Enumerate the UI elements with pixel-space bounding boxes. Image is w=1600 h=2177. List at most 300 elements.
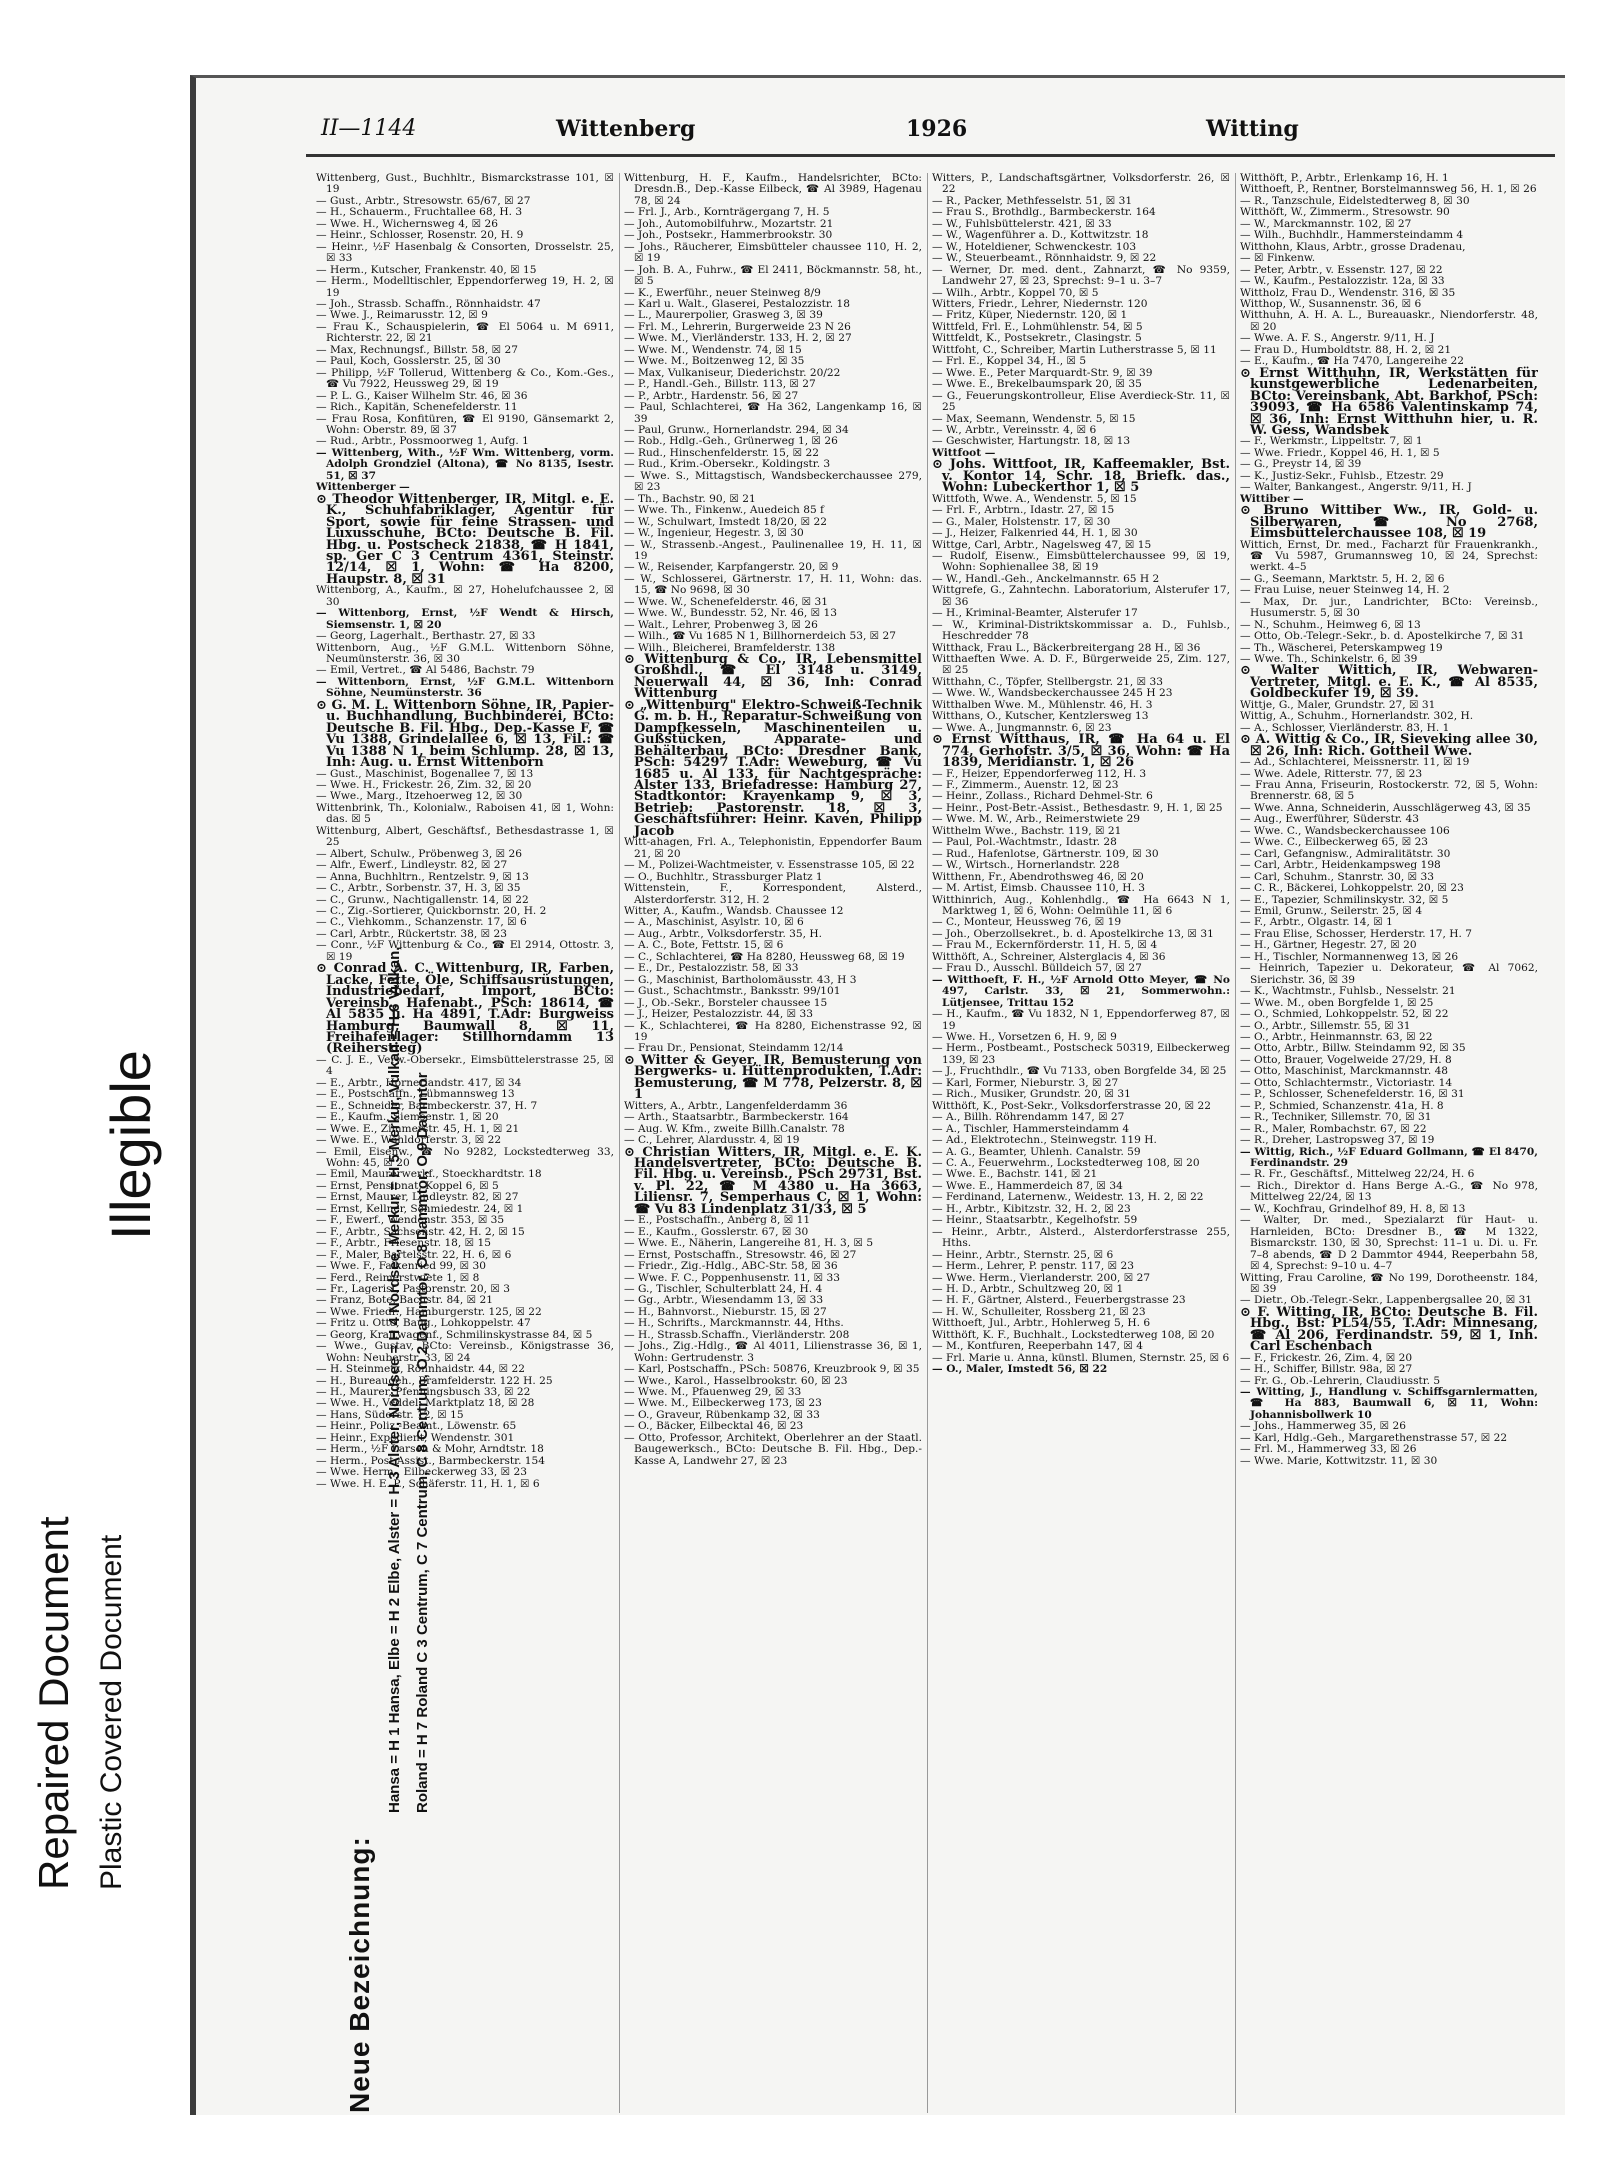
directory-entry: — F., Ewerf., Wendenstr. 353, ☒ 35 bbox=[316, 1214, 505, 1227]
directory-entry: ⊙ Walter Wittich, IR, Webwaren-Vertreter, Mitgl. e. E. K., ☎ Al 8535, Goldbeckufer 19, ☒ 39. bbox=[1240, 663, 1538, 702]
directory-entry: — Wwe. Th., Finkenw., Auedeich 85 f bbox=[624, 504, 824, 517]
directory-entry: — E., Schneider, Barmbeckerstr. 37, H. 7 bbox=[316, 1099, 538, 1112]
directory-entry: — M. Artist, Eimsb. Chaussee 110, H. 3 bbox=[932, 882, 1145, 895]
directory-entry: — Wwe. W., Bundesstr. 52, Nr. 46, ☒ 13 bbox=[624, 607, 837, 620]
directory-entry: — Emil, Grunw., Seilerstr. 25, ☒ 4 bbox=[1240, 905, 1423, 917]
directory-entry: — Heinrich, Tapezier u. Dekorateur, ☎ Al 7062, Sierichstr. 36, ☒ 39 bbox=[1240, 962, 1538, 986]
directory-entry: — W., Kochfrau, Grindelhof 89, H. 8, ☒ 13 bbox=[1240, 1202, 1466, 1215]
directory-entry: Witthinrich, Aug., Kohlenhdlg., ☎ Ha 6643 N 1, Marktweg 1, ☒ 6, Wohn: Oelmühle 11, ☒ 6 bbox=[932, 893, 1230, 917]
directory-entry: — P., Handl.-Geh., Billstr. 113, ☒ 27 bbox=[624, 378, 816, 391]
directory-entry: Witthop, W., Susannenstr. 36, ☒ 6 bbox=[1240, 297, 1422, 310]
directory-entry: — A., Schlosser, Vierländerstr. 83, H. 1 bbox=[1240, 721, 1450, 734]
directory-entry: — Rud., Arbtr., Possmoorweg 1, Aufg. 1 bbox=[316, 435, 529, 448]
directory-entry: — Joh., Strassb. Schaffn., Rönnhaidstr. 47 bbox=[316, 297, 541, 310]
directory-entry: — Rich., Direktor d. Hans Berge A.-G., ☎ No 978, Mittelweg 22/24, ☒ 13 bbox=[1240, 1179, 1538, 1204]
directory-entry: ⊙ Wittenburg & Co., IR, Lebensmittel Großhdl., ☎ El 3148 u. 3149, Neuerwall 44, ☒ 36, Inh: Conrad Wittenburg bbox=[624, 652, 922, 702]
directory-entry: — P., Arbtr., Hardenstr. 56, ☒ 27 bbox=[624, 389, 799, 402]
header-year: 1926 bbox=[906, 116, 968, 142]
directory-entry: — H., Tischler, Normannenweg 13, ☒ 26 bbox=[1240, 950, 1459, 963]
directory-entry: — R., Maler, Rombachstr. 67, ☒ 22 bbox=[1240, 1122, 1427, 1135]
header-last-name: Witting bbox=[1206, 116, 1299, 142]
directory-entry: — Wwe. E., Wohldorferstr. 3, ☒ 22 bbox=[316, 1134, 502, 1147]
directory-entry: — Frl. E., Koppel 34, H., ☒ 5 bbox=[932, 355, 1087, 368]
directory-entry: — W., Wirtsch., Hornerlandstr. 228 bbox=[932, 859, 1120, 872]
directory-entry: — Alfr., Ewerf., Lindleystr. 82, ☒ 27 bbox=[316, 859, 508, 872]
directory-entry: — G., Seemann, Marktstr. 5, H. 2, ☒ 6 bbox=[1240, 572, 1445, 585]
directory-entry: — Frau K., Schauspielerin, ☎ El 5064 u. M 6911, Richterstr. 22, ☒ 21 bbox=[316, 320, 614, 345]
directory-entry: — Wwe. M., Vierländerstr. 133, H. 2, ☒ 27 bbox=[624, 332, 852, 345]
directory-entry: — Wwe. Adele, Ritterstr. 77, ☒ 23 bbox=[1240, 767, 1423, 780]
directory-entry: — Joh., Automobilfuhrw., Mozartstr. 21 bbox=[624, 217, 834, 230]
directory-entry: — Wittenberg, With., ½F Wm. Wittenberg, vorm. Adolph Grondziel (Altona), ☎ No 8135, Isestr. 51, ☒ 37 bbox=[316, 446, 614, 482]
directory-entry: — C. A., Feuerwehrm., Lockstedterweg 108, ☒ 20 bbox=[932, 1156, 1200, 1169]
directory-entry: — Wwe. E., Zimmerstr. 45, H. 1, ☒ 21 bbox=[316, 1122, 520, 1135]
directory-entry: — W., Schulwart, Imstedt 18/20, ☒ 22 bbox=[624, 515, 827, 528]
directory-entry: — Gust., Schachtmstr., Banksstr. 99/101 bbox=[624, 985, 841, 998]
directory-entry: Witthöft, W., Zimmerm., Stresowstr. 90 bbox=[1240, 206, 1450, 219]
directory-entry: — Herm., Post Assist., Barmbeckerstr. 154 bbox=[316, 1454, 546, 1467]
directory-entry: — Karl u. Walt., Glaserei, Pestalozzistr. 18 bbox=[624, 297, 850, 310]
directory-entry: — W., Steuerbeamt., Rönnhaidstr. 9, ☒ 22 bbox=[932, 252, 1157, 265]
directory-entry: — Herm., Lehrer, P. penstr. 117, ☒ 23 bbox=[932, 1260, 1134, 1273]
directory-entry: — R., Tanzschule, Eidelstedterweg 8, ☒ 30 bbox=[1240, 194, 1470, 207]
listing-columns bbox=[316, 173, 1566, 2113]
directory-entry: — A., Billh. Röhrendamm 147, ☒ 27 bbox=[932, 1111, 1125, 1124]
directory-entry: — J., Ob.-Sekr., Borsteler chaussee 15 bbox=[624, 996, 828, 1009]
directory-entry: — K., Schlachterei, ☎ Ha 8280, Eichenstrasse 92, ☒ 19 bbox=[624, 1019, 922, 1043]
directory-entry: Witthuhn, A. H. A. L., Bureauaskr., Niendorferstr. 48, ☒ 20 bbox=[1240, 309, 1538, 333]
directory-entry: — Rich., Musiker, Grundstr. 20, ☒ 31 bbox=[932, 1088, 1131, 1101]
directory-entry: — Frl. Marie u. Anna, künstl. Blumen, Sternstr. 25, ☒ 6 bbox=[932, 1351, 1230, 1364]
directory-entry: — P. L. G., Kaiser Wilhelm Str. 46, ☒ 36 bbox=[316, 389, 528, 402]
directory-entry: — Ernst, Pensionat, Koppel 6, ☒ 5 bbox=[316, 1179, 499, 1192]
directory-entry: Witting, Frau Caroline, ☎ No 199, Dorotheenstr. 184, ☒ 39 bbox=[1240, 1271, 1538, 1295]
directory-entry: ⊙ Witter & Geyer, IR, Bemusterung von Bergwerks- u. Hüttenprodukten, T.Adr: Bemusterung, ☎ M 778, Pelzerstr. 8, ☒ 1 bbox=[624, 1052, 922, 1103]
directory-entry: ⊙ Johs. Wittfoot, IR, Kaffeemakler, Bst. v. Kontor 14, Schr. 18, Briefk. das., Wohn: Lubeckerthor 1, ☒ 5 bbox=[932, 457, 1230, 496]
stamp-repaired-document: Repaired Document bbox=[30, 1516, 77, 1890]
directory-entry: — Witthoeft, F. H., ½F Arnold Otto Meyer, ☎ No 497, Carlstr. 33, ☒ 21, Sommerwohn.: Lütjensee, Trittau 152 bbox=[932, 973, 1230, 1009]
directory-entry: Wittenburg, H. F., Kaufm., Handelsrichter, BCto: Dresdn.B., Dep.-Kasse Eilbeck, ☎ Al 3989, Hagenau 78, ☒ 24 bbox=[624, 173, 922, 207]
directory-entry: — Wwe. W., Wandsbeckerchaussee 245 H 23 bbox=[932, 687, 1173, 700]
directory-entry: — Wwe. E., Näherin, Langereihe 81, H. 3, ☒ 5 bbox=[624, 1237, 874, 1250]
directory-entry: — Heinr., Staatsarbtr., Kegelhofstr. 59 bbox=[932, 1214, 1138, 1227]
directory-entry: — L., Maurerpolier, Grasweg 3, ☒ 39 bbox=[624, 309, 823, 322]
directory-entry: — Frl. M., Hammerweg 33, ☒ 26 bbox=[1240, 1443, 1417, 1456]
directory-entry: — Karl, Postschaffn., PSch: 50876, Kreuzbrook 9, ☒ 35 bbox=[624, 1363, 920, 1376]
directory-entry: Witt-ahagen, Frl. A., Telephonistin, Eppendorfer Baum 21, ☒ 20 bbox=[624, 836, 922, 860]
directory-entry: — Heinr., Schlosser, Rosenstr. 20, H. 9 bbox=[316, 229, 524, 242]
directory-entry: — Wwe. A. F. S., Angerstr. 9/11, H. J bbox=[1240, 332, 1435, 345]
directory-entry: — Th., Wäscherei, Peterskampweg 19 bbox=[1240, 641, 1443, 654]
directory-entry: Witthaeften Wwe. A. D. F., Bürgerweide 25, Zim. 127, ☒ 25 bbox=[932, 653, 1230, 677]
directory-entry: — Emil, Vertret., ☎ Al 5486, Bachstr. 79 bbox=[316, 664, 535, 677]
directory-entry: — W., Marckmannstr. 102, ☒ 27 bbox=[1240, 217, 1412, 230]
directory-entry: — Wwe. F., Falkenried 99, ☒ 30 bbox=[316, 1260, 487, 1273]
directory-entry: — Fritz u. Otto, Baug., Lohkoppelstr. 47 bbox=[316, 1317, 531, 1330]
directory-entry: — R. Fr., Geschäftsf., Mittelweg 22/24, H. 6 bbox=[1240, 1168, 1475, 1181]
directory-entry: ⊙ Theodor Wittenberger, IR, Mitgl. e. E. K., Schuhfabriklager, Agentur für Sport, sowie für feine Strassen- und Luxusschuhe, BCto: Deutsche B. Fil. Hbg. u. Postscheck 21838, ☎ H 1841, sp. Ger C 3 Centrum 4361, Steinstr. 12/14, ☒ 1, Wohn: ☎ Ha 8200, Haupstr. 8, ☒ 31 bbox=[316, 491, 614, 587]
directory-entry: — H., Arbtr., Kibitzstr. 32, H. 2, ☒ 23 bbox=[932, 1202, 1131, 1215]
directory-entry: — Wwe., Gustav, BCto: Vereinsb., Königstrasse 36, Wohn: Neuberstr. 33, ☒ 24 bbox=[316, 1340, 614, 1364]
directory-entry: — W., Schlosserei, Gärtnerstr. 17, H. 11, Wohn: das. 15, ☎ No 9698, ☒ 30 bbox=[624, 572, 922, 597]
directory-entry: — M., Polizei-Wachtmeister, v. Essenstrasse 105, ☒ 22 bbox=[624, 859, 915, 872]
directory-entry: — Witting, J., Handlung v. Schiffsgarnlermatten, ☎ Ha 883, Baumwall 6, ☒ 11, Wohn: Johannisbollwerk 10 bbox=[1240, 1386, 1538, 1421]
directory-entry: — Fr. G., Ob.-Lehrerin, Claudiusstr. 5 bbox=[1240, 1374, 1441, 1387]
directory-entry: — H., Schiffer, Billstr. 98a, ☒ 27 bbox=[1240, 1363, 1413, 1376]
directory-entry: Wittenburg, Albert, Geschäftsf., Bethesdastrasse 1, ☒ 25 bbox=[316, 824, 614, 849]
stamp-illegible: Illegible bbox=[99, 1050, 162, 1240]
directory-entry: — Frau S., Brothdlg., Barmbeckerstr. 164 bbox=[932, 206, 1156, 219]
directory-entry: — C., Lehrer, Alardusstr. 4, ☒ 19 bbox=[624, 1134, 800, 1147]
directory-entry: — F., Arbtr., Sachsenstr. 42, H. 2, ☒ 15 bbox=[316, 1225, 525, 1238]
directory-entry: — Rob., Hdlg.-Geh., Grünerweg 1, ☒ 26 bbox=[624, 435, 838, 448]
legend-row-1: Hansa = H 1 Hansa, Elbe = H 2 Elbe, Alster = H 3 Alster, Nordsee = H 4 Nordsee, Merkur = H 5 Merkur, Vulkan = H 6 Vulkan, bbox=[386, 946, 403, 1813]
directory-entry: ⊙ Ernst Witthuhn, IR, Werkstätten für kunstgewerbliche Ledenarbeiten, BCto: Vereinsbank, Abt. Barkhof, PSch: 39093, ☎ Ha 6586 Valentinskamp 74, ☒ 36, Inh: Ernst Witthuhn hier, u. R. W. Gess, Wandsbek bbox=[1240, 365, 1538, 438]
directory-entry: Witthöft, A., Schreiner, Alsterglacis 4, ☒ 36 bbox=[932, 950, 1166, 963]
directory-entry: Wittholz, Frau D., Wendenstr. 316, ☒ 35 bbox=[1240, 286, 1456, 299]
directory-entry: — Wwe. Friedr., Koppel 46, H. 1, ☒ 5 bbox=[1240, 446, 1440, 459]
directory-entry: — C., Zig.-Sortierer, Quickbornstr. 20, H. 2 bbox=[316, 905, 547, 917]
directory-entry: — Rud., Hafenlotse, Gärtnerstr. 109, ☒ 30 bbox=[932, 847, 1159, 860]
directory-entry: — Friedr., Zig.-Hdlg., ABC-Str. 58, ☒ 36 bbox=[624, 1260, 838, 1273]
directory-entry: — W., Kaufm., Pestalozzistr. 12a, ☒ 33 bbox=[1240, 275, 1445, 288]
directory-entry: — M., Kontfuren, Reeperbahn 147, ☒ 4 bbox=[932, 1340, 1143, 1353]
directory-entry: — Frau Elise, Schosser, Herderstr. 17, H. 7 bbox=[1240, 927, 1472, 940]
directory-entry: — Arth., Staatsarbtr., Barmbeckerstr. 164 bbox=[624, 1111, 849, 1124]
directory-entry: — O., Arbtr., Heinmannstr. 63, ☒ 22 bbox=[1240, 1030, 1433, 1043]
directory-entry: — Frl. F., Arbtrn., Idastr. 27, ☒ 15 bbox=[932, 504, 1115, 517]
directory-entry: — Wilh., Bleicherei, Bramfelderstr. 138 bbox=[624, 641, 836, 654]
directory-entry: — Walter, Bankangest., Angerstr. 9/11, H. J bbox=[1240, 481, 1472, 494]
directory-entry: — Karl, Former, Nieburstr. 3, ☒ 27 bbox=[932, 1076, 1119, 1089]
directory-entry: — G., Maler, Holstenstr. 17, ☒ 30 bbox=[932, 515, 1111, 528]
directory-entry: — G., Feuerungskontrolleur, Elise Averdieck-Str. 11, ☒ 25 bbox=[932, 389, 1230, 414]
directory-entry: Witthahn, C., Töpfer, Stellbergstr. 21, ☒ 33 bbox=[932, 675, 1163, 688]
directory-entry: — Wwe. Marie, Kottwitzstr. 11, ☒ 30 bbox=[1240, 1454, 1438, 1467]
directory-entry: — Aug., Ewerführer, Süderstr. 43 bbox=[1240, 813, 1419, 826]
directory-entry: — C., Grunw., Nachtigallenstr. 14, ☒ 22 bbox=[316, 893, 529, 906]
directory-entry: — Frau Dr., Pensionat, Steindamm 12/14 bbox=[624, 1042, 844, 1055]
directory-entry: Wittfoot — bbox=[932, 446, 996, 459]
directory-entry: — Paul, Grunw., Hornerlandstr. 294, ☒ 34 bbox=[624, 423, 849, 436]
directory-entry: — P., Schmied, Schanzenstr. 41a, H. 8 bbox=[1240, 1099, 1444, 1112]
directory-entry: — F., Frickestr. 26, Zim. 4, ☒ 20 bbox=[1240, 1351, 1413, 1364]
directory-entry: — Otto, Schlachtermstr., Victoriastr. 14 bbox=[1240, 1076, 1453, 1089]
directory-entry: — F., Arbtr., Friesenstr. 18, ☒ 15 bbox=[316, 1237, 492, 1250]
directory-entry: Wittfeldt, K., Postsekretr., Clasingstr. 5 bbox=[932, 332, 1142, 345]
directory-entry: — Wilh., Buchhdlr., Hammersteindamm 4 bbox=[1240, 229, 1464, 242]
directory-entry: — C. J. E., Verw.-Obersekr., Eimsbüttelerstrasse 25, ☒ 4 bbox=[316, 1053, 614, 1078]
directory-entry: — Wwe., Marg., Itzehoerweg 12, ☒ 30 bbox=[316, 790, 523, 803]
directory-entry: — Max, Rechnungsf., Billstr. 58, ☒ 27 bbox=[316, 343, 519, 356]
directory-entry: — W., Fuhlsbüttelerstr. 421, ☒ 33 bbox=[932, 217, 1112, 230]
directory-entry: ⊙ Ernst Witthaus, IR, ☎ Ha 64 u. El 774, Gerhofstr. 3/5, ☒ 36, Wohn: ☎ Ha 1839, Meridianstr. 1, ☒ 26 bbox=[932, 732, 1230, 771]
directory-entry: — C., Monteur, Heussweg 76, ☒ 19 bbox=[932, 916, 1122, 929]
listing-column-4 bbox=[1240, 173, 1538, 2113]
directory-entry: — E., Postschaffn., Anberg 8, ☒ 11 bbox=[624, 1214, 811, 1227]
directory-entry: — O., Buchhltr., Strassburger Platz 1 bbox=[624, 870, 823, 883]
directory-entry: Wittiber — bbox=[1240, 492, 1304, 505]
directory-entry: Witthohn, Klaus, Arbtr., grosse Dradenau, bbox=[1240, 240, 1466, 253]
directory-entry: — E., Postschaffn., Lübmannsweg 13 bbox=[316, 1088, 515, 1101]
directory-entry: Witthans, O., Kutscher, Kentzlersweg 13 bbox=[932, 710, 1149, 723]
directory-entry: Wittje, G., Maler, Grundstr. 27, ☒ 31 bbox=[1240, 698, 1436, 711]
directory-entry: — Wwe., Karol., Hasselbrookstr. 60, ☒ 23 bbox=[624, 1374, 848, 1387]
directory-entry: — Wwe. J., Reimarusstr. 12, ☒ 9 bbox=[316, 309, 488, 322]
directory-entry: — H. D., Arbtr., Schultzweg 20, ☒ 1 bbox=[932, 1282, 1124, 1295]
directory-entry: — Wwe. Th., Schinkelstr. 6, ☒ 39 bbox=[1240, 653, 1418, 666]
directory-entry: Witthack, Frau L., Bäckerbreitergang 28 H., ☒ 36 bbox=[932, 641, 1201, 654]
directory-entry: — Conr., ½F Wittenburg & Co., ☎ El 2914, Ottostr. 3, ☒ 19 bbox=[316, 939, 614, 963]
directory-entry: — C., Arbtr., Sorbenstr. 37, H. 3, ☒ 35 bbox=[316, 882, 521, 895]
directory-entry: Witthöft, K. F., Buchhalt., Lockstedterweg 108, ☒ 20 bbox=[932, 1328, 1215, 1341]
directory-entry: — Max, Dr. jur., Landrichter, BCto: Vereinsb., Husumerstr. 5, ☒ 30 bbox=[1240, 595, 1538, 620]
directory-entry: — Philipp, ½F Tollerud, Wittenberg & Co., Kom.-Ges., ☎ Vu 7922, Heussweg 29, ☒ 19 bbox=[316, 366, 614, 391]
directory-entry: — Wwe. Friedr., Hamburgerstr. 125, ☒ 22 bbox=[316, 1305, 542, 1318]
directory-entry: — P., Schlosser, Schenefelderstr. 16, ☒ 31 bbox=[1240, 1088, 1465, 1101]
directory-entry: — H., Bureaugeh., Bramfelderstr. 122 H. 25 bbox=[316, 1374, 553, 1387]
directory-entry: — C., Schlachterei, ☎ Ha 8280, Heussweg 68, ☒ 19 bbox=[624, 950, 905, 963]
directory-entry: — Otto, Professor, Architekt, Oberlehrer an der Staatl. Baugewerksch., BCto: Deutsche B. Fil. Hbg., Dep.-Kasse A, Landwehr 27, ☒ 23 bbox=[624, 1431, 922, 1467]
directory-entry: — E., Kaufm., Siemsenstr. 1, ☒ 20 bbox=[316, 1111, 499, 1124]
directory-entry: — K., Wachtmstr., Fuhlsb., Nesselstr. 21 bbox=[1240, 985, 1456, 998]
directory-entry: Witthoeft, Jul., Arbtr., Hohlerweg 5, H. 6 bbox=[932, 1317, 1151, 1330]
directory-entry: — Otto, Brauer, Vogelweide 27/29, H. 8 bbox=[1240, 1053, 1452, 1066]
directory-entry: Witters, A., Arbtr., Langenfelderdamm 36 bbox=[624, 1099, 848, 1112]
directory-entry: — Geschwister, Hartungstr. 18, ☒ 13 bbox=[932, 435, 1131, 448]
directory-entry: — Heinr., Expedient, Wendenstr. 301 bbox=[316, 1431, 515, 1444]
directory-page bbox=[190, 75, 1565, 2115]
directory-entry: — Max, Vulkaniseur, Diederichstr. 20/22 bbox=[624, 366, 841, 379]
directory-entry: Wittenberger — bbox=[316, 481, 410, 494]
directory-entry: — Joh., Oberzollsekret., b. d. Apostelkirche 13, ☒ 31 bbox=[932, 927, 1214, 940]
directory-entry: — W., Wagenführer a. D., Kottwitzstr. 18 bbox=[932, 229, 1149, 242]
page-number: II—1144 bbox=[321, 116, 417, 141]
directory-entry: — Rich., Kapitän, Schenefelderstr. 11 bbox=[316, 401, 518, 414]
directory-entry: — Herm., ½F Larsen & Mohr, Arndtstr. 18 bbox=[316, 1443, 544, 1456]
directory-entry: — Wwe. Herm., Eilbeckerweg 33, ☒ 23 bbox=[316, 1466, 527, 1479]
directory-entry: — Rudolf, Eisenw., Eimsbüttelerchaussee 99, ☒ 19, Wohn: Sophienallee 38, ☒ 19 bbox=[932, 549, 1230, 574]
directory-entry: — Wwe. M., Wendenstr. 74, ☒ 15 bbox=[624, 343, 802, 356]
directory-entry: — W., Ingenieur, Hegestr. 3, ☒ 30 bbox=[624, 527, 804, 540]
directory-entry: — E., Kaufm., Gosslerstr. 67, ☒ 30 bbox=[624, 1225, 809, 1238]
directory-entry: Witters, P., Landschaftsgärtner, Volksdorferstr. 26, ☒ 22 bbox=[932, 173, 1230, 196]
directory-entry: — Paul, Schlachterei, ☎ Ha 362, Langenkamp 16, ☒ 39 bbox=[624, 401, 922, 425]
directory-entry: — Wwe. Herm., Vierlanderstr. 200, ☒ 27 bbox=[932, 1271, 1151, 1284]
directory-entry: — Wwe. H., Wichernsweg 4, ☒ 26 bbox=[316, 217, 499, 230]
directory-entry: — F., Zimmerm., Auenstr. 12, ☒ 23 bbox=[932, 779, 1119, 792]
directory-entry: — C., Viehkomm., Schanzenstr. 17, ☒ 6 bbox=[316, 916, 527, 929]
directory-entry: ⊙ A. Wittig & Co., IR, Sieveking allee 30, ☒ 26, Inh: Rich. Gottheil Wwe. bbox=[1240, 732, 1538, 759]
listing-column-3 bbox=[932, 173, 1230, 2113]
directory-entry: — Frau Anna, Friseurin, Rostockerstr. 72, ☒ 5, Wohn: Brennerstr. 68, ☒ 5 bbox=[1240, 779, 1538, 803]
directory-entry: — N., Schuhm., Heimweg 6, ☒ 13 bbox=[1240, 618, 1421, 631]
directory-entry: — Heinr., Arbtr., Alsterd., Alsterdorferstrasse 255, Hths. bbox=[932, 1225, 1230, 1250]
directory-entry: — Frau Luise, neuer Steinweg 14, H. 2 bbox=[1240, 584, 1450, 597]
directory-entry: — Ferd., Reimerstwiete 1, ☒ 8 bbox=[316, 1271, 480, 1284]
directory-entry: — Otto, Maschinist, Marckmannstr. 48 bbox=[1240, 1065, 1449, 1078]
directory-entry: — Heinr., Post-Betr.-Assist., Bethesdastr. 9, H. 1, ☒ 25 bbox=[932, 801, 1223, 814]
directory-entry: ⊙ G. M. L. Wittenborn Söhne, IR, Papier- u. Buchhandlung, Buchbinderei, BCto: Deutsche B. Fil. Hbg., Dep.-Kasse F, ☎ Vu 1388, Grindelallee 6, ☒ 13, Fil.: ☎ Vu 1388 N 1, beim Schlump. 28, ☒ 13, Inh: Aug. u. Ernst Wittenborn bbox=[316, 697, 614, 771]
directory-entry: — K., Justiz-Sekr., Fuhlsb., Etzestr. 29 bbox=[1240, 469, 1444, 482]
directory-entry: — Emil, Maurerwerkf., Stoeckhardtstr. 18 bbox=[316, 1168, 542, 1181]
directory-entry: — Franz, Bote, Bachstr. 84, ☒ 21 bbox=[316, 1294, 493, 1307]
directory-entry: — Heinr., ½F Hasenbalg & Consorten, Drosselstr. 25, ☒ 33 bbox=[316, 240, 614, 265]
directory-entry: — Ad., Elektrotechn., Steinwegstr. 119 H. bbox=[932, 1134, 1157, 1147]
directory-entry: — Wwe. M., Eilbeckerweg 173, ☒ 23 bbox=[624, 1397, 822, 1410]
directory-entry: Wittich, Ernst, Dr. med., Facharzt für Frauenkrankh., ☎ Vu 5987, Grumannsweg 10, ☒ 24, Sprechst: werkt. 4–5 bbox=[1240, 538, 1538, 574]
directory-entry: — Wwe. M., Boitzenweg 12, ☒ 35 bbox=[624, 355, 805, 368]
directory-entry: — H. F., Gärtner, Alsterd., Feuerbergstrasse 23 bbox=[932, 1294, 1186, 1307]
column-divider bbox=[619, 173, 620, 2113]
directory-entry: — Wwe. H., Frickestr. 26, Zim. 32, ☒ 20 bbox=[316, 779, 532, 792]
directory-entry: — Wwe. C., Eilbeckerweg 65, ☒ 23 bbox=[1240, 836, 1429, 849]
directory-entry: — C. R., Bäckerei, Lohkoppelstr. 20, ☒ 23 bbox=[1240, 882, 1464, 895]
directory-entry: — Paul, Pol.-Wachtmstr., Idastr. 28 bbox=[932, 836, 1117, 849]
directory-entry: Wittgrefe, G., Zahntechn. Laboratorium, Alsterufer 17, ☒ 36 bbox=[932, 584, 1230, 608]
page-header bbox=[196, 116, 1565, 156]
directory-entry: — Herm., Modelltischler, Eppendorferweg 19, H. 2, ☒ 19 bbox=[316, 275, 614, 299]
directory-entry: — Wwe. H., Veddel, Marktplatz 18, ☒ 28 bbox=[316, 1397, 535, 1410]
directory-entry: — Paul, Koch, Gosslerstr. 25, ☒ 30 bbox=[316, 355, 501, 368]
directory-entry: Wittig, A., Schuhm., Hornerlandstr. 302, H. bbox=[1240, 710, 1474, 723]
directory-entry: — Gust., Maschinist, Bogenallee 7, ☒ 13 bbox=[316, 767, 534, 780]
directory-entry: — Johs., Hammerweg 35, ☒ 26 bbox=[1240, 1420, 1406, 1433]
directory-entry: — Carl, Arbtr., Heidenkampsweg 198 bbox=[1240, 859, 1441, 872]
directory-entry: — Wwe. M. W., Arb., Reimerstwiete 29 bbox=[932, 813, 1141, 826]
directory-entry: ⊙ „Wittenburg" Elektro-Schweiß-Technik G. m. b. H., Reparatur-Schweißung von Dampfkesseln, Maschinenteilen u. Gußstücken, Apparate- und Behälterbau, BCto: Dresdner Bank, PSch: 54297 T.Adr: Weweburg, ☎ Vu 1685 u. Al 133, für Nachtgespräche: Alster 133, Briefadresse: Hamburg 27, Stadtkontor: Krayenkamp 9, ☒ 3, Betrieb: Pastorenstr. 18, ☒ 3, Geschäftsführer: Heinr. Kaven, Philipp Jacob bbox=[624, 697, 922, 839]
directory-entry: — Heinr., Arbtr., Sternstr. 25, ☒ 6 bbox=[932, 1248, 1114, 1261]
directory-entry: Wittge, Carl, Arbtr., Nagelsweg 47, ☒ 15 bbox=[932, 538, 1152, 551]
directory-entry: — Georg, Lagerhalt., Berthastr. 27, ☒ 33 bbox=[316, 630, 536, 643]
directory-entry: ⊙ Conrad A. C. Wittenburg, IR, Farben, Lacke, Fette, Öle, Schiffsausrüstungen, Industriebedarf, Import, BCto: Vereinsb., Hafenabt., PSch: 18614, ☎ Al 5835 u. Ha 4891, T.Adr: Burgweiss Hamburg, Baumwall 8, ☒ 11, Freihafenlager: Stillhorndamm 13 (Reiherstieg) bbox=[316, 961, 614, 1057]
directory-entry: Witters, Friedr., Lehrer, Niedernstr. 120 bbox=[932, 297, 1148, 310]
directory-entry: Wittfoth, Wwe. A., Wendenstr. 5, ☒ 15 bbox=[932, 492, 1137, 505]
directory-entry: Wittenberg, Gust., Buchhltr., Bismarckstrasse 101, ☒ 19 bbox=[316, 173, 614, 196]
directory-entry: Wittenborn, Aug., ½F G.M.L. Wittenborn Söhne, Neumünsterstr. 36, ☒ 30 bbox=[316, 641, 614, 666]
directory-entry: — W., Arbtr., Vereinsstr. 4, ☒ 6 bbox=[932, 423, 1097, 436]
directory-entry: — J., Heizer, Pestalozzistr. 44, ☒ 33 bbox=[624, 1008, 814, 1021]
directory-entry: Wittenstein, F., Korrespondent, Alsterd., Alsterdorferstr. 312, H. 2 bbox=[624, 882, 922, 906]
directory-entry: — Johs., Räucherer, Eimsbütteler chaussee 110, H. 2, ☒ 19 bbox=[624, 240, 922, 265]
directory-entry: — J., Heizer, Falkenried 44, H. 1, ☒ 30 bbox=[932, 527, 1138, 540]
directory-entry: — Herm., Kutscher, Frankenstr. 40, ☒ 15 bbox=[316, 263, 537, 276]
directory-entry: — Wwe. M., Pfauenweg 29, ☒ 33 bbox=[624, 1386, 802, 1399]
directory-entry: — H., Schrifts., Marckmannstr. 44, Hths. bbox=[624, 1317, 844, 1330]
directory-entry: — H., Kriminal-Beamter, Alsterufer 17 bbox=[932, 607, 1138, 620]
directory-entry: — R., Packer, Methfesselstr. 51, ☒ 31 bbox=[932, 194, 1133, 207]
directory-entry: — H., Bahnvorst., Nieburstr. 15, ☒ 27 bbox=[624, 1305, 827, 1318]
directory-entry: — R., Dreher, Lastropsweg 37, ☒ 19 bbox=[1240, 1134, 1435, 1147]
directory-entry: — H., Schauerm., Fruchtallee 68, H. 3 bbox=[316, 206, 523, 219]
directory-entry: — Otto, Ob.-Telegr.-Sekr., b. d. Apostelkirche 7, ☒ 31 bbox=[1240, 630, 1525, 643]
directory-entry: — O., Maler, Imstedt 56, ☒ 22 bbox=[932, 1363, 1108, 1376]
directory-entry: — Ernst, Postschaffn., Stresowstr. 46, ☒ 27 bbox=[624, 1248, 857, 1261]
directory-entry: — F., Maler, Bartelsstr. 22, H. 6, ☒ 6 bbox=[316, 1248, 512, 1261]
directory-entry: — Max, Seemann, Wendenstr. 5, ☒ 15 bbox=[932, 412, 1136, 425]
directory-entry: — G., Tischler, Schulterblatt 24, H. 4 bbox=[624, 1282, 823, 1295]
directory-entry: — Wwe. S., Mittagstisch, Wandsbeckerchaussee 279, ☒ 23 bbox=[624, 469, 922, 494]
directory-entry: — Albert, Schulw., Pröbenweg 3, ☒ 26 bbox=[316, 847, 522, 860]
directory-entry: — R., Techniker, Sillemstr. 70, ☒ 31 bbox=[1240, 1111, 1432, 1124]
directory-entry: — W., Reisender, Karpfangerstr. 20, ☒ 9 bbox=[624, 561, 839, 574]
directory-entry: — G., Maschinist, Bartholomäusstr. 43, H 3 bbox=[624, 973, 857, 986]
directory-entry: — Carl, Schuhm., Stanrstr. 30, ☒ 33 bbox=[1240, 870, 1434, 883]
directory-entry: — Joh. B. A., Fuhrw., ☎ El 2411, Böckmannstr. 58, ht., ☒ 5 bbox=[624, 263, 922, 288]
directory-entry: — H. W., Schulleiter, Rossberg 21, ☒ 23 bbox=[932, 1305, 1146, 1318]
directory-entry: — Anna, Buchhltrn., Rentzelstr. 9, ☒ 13 bbox=[316, 870, 529, 883]
directory-entry: — Walt., Lehrer, Probenweg 3, ☒ 26 bbox=[624, 618, 818, 631]
directory-entry: — Frau Rosa, Konfitüren, ☎ El 9190, Gänsemarkt 2, Wohn: Oberstr. 89, ☒ 37 bbox=[316, 412, 614, 436]
directory-entry: — Joh., Postsekr., Hammerbrookstr. 30 bbox=[624, 229, 833, 242]
directory-entry: — Gg., Arbtr., Wiesendamm 13, ☒ 33 bbox=[624, 1294, 824, 1307]
directory-entry: — Ferdinand, Laternenw., Weidestr. 13, H. 2, ☒ 22 bbox=[932, 1191, 1204, 1204]
directory-entry: — Wwe. H. E. P., Schäferstr. 11, H. 1, ☒ 6 bbox=[316, 1477, 540, 1490]
directory-entry: — K., Ewerführ., neuer Steinweg 8/9 bbox=[624, 286, 821, 299]
directory-entry: — Frau M., Eckernförderstr. 11, H. 5, ☒ 4 bbox=[932, 939, 1158, 952]
directory-entry: — Carl, Arbtr., Rückertstr. 38, ☒ 23 bbox=[316, 927, 507, 940]
directory-entry: — E., Tapezier, Schmilinskystr. 32, ☒ 5 bbox=[1240, 893, 1449, 906]
directory-entry: — Karl, Hdlg.-Geh., Margarethenstrasse 57, ☒ 22 bbox=[1240, 1431, 1508, 1444]
column-divider bbox=[927, 173, 928, 2113]
directory-entry: — E., Arbtr., Hornerlandstr. 417, ☒ 34 bbox=[316, 1076, 522, 1089]
directory-entry: Witthelm Wwe., Bachstr. 119, ☒ 21 bbox=[932, 824, 1122, 837]
directory-entry: — W., Handl.-Geh., Anckelmannstr. 65 H 2 bbox=[932, 572, 1160, 585]
directory-entry: — Th., Bachstr. 90, ☒ 21 bbox=[624, 492, 756, 505]
directory-entry: — F., Arbtr., Olgastr. 14, ☒ 1 bbox=[1240, 916, 1393, 929]
directory-entry: — Wwe. E., Hammerdeich 87, ☒ 34 bbox=[932, 1179, 1123, 1192]
directory-entry: — Aug., Arbtr., Volksdorferstr. 35, H. bbox=[624, 927, 822, 940]
directory-entry: Wittenborg, A., Kaufm., ☒ 27, Hohelufchaussee 2, ☒ 30 bbox=[316, 584, 614, 608]
directory-entry: — A., Tischler, Hammersteindamm 4 bbox=[932, 1122, 1130, 1135]
directory-entry: Wittenbrink, Th., Kolonialw., Raboisen 41, ☒ 1, Wohn: das. ☒ 5 bbox=[316, 801, 614, 826]
directory-entry: — Gust., Arbtr., Stresowstr. 65/67, ☒ 27 bbox=[316, 194, 531, 207]
directory-entry: — O., Graveur, Rübenkamp 32, ☒ 33 bbox=[624, 1408, 820, 1421]
directory-entry: — O., Arbtr., Sillemstr. 55, ☒ 31 bbox=[1240, 1019, 1411, 1032]
directory-entry: — H., Maurer, Pfenningsbusch 33, ☒ 22 bbox=[316, 1386, 531, 1399]
directory-entry: Witter, A., Kaufm., Wandsb. Chaussee 12 bbox=[624, 905, 844, 917]
directory-entry: — Georg, Kraftwagenf., Schmilinskystrasse 84, ☒ 5 bbox=[316, 1328, 593, 1341]
archive-stamp bbox=[0, 0, 190, 2177]
directory-entry: — Wilh., Arbtr., Koppel 70, ☒ 5 bbox=[932, 286, 1099, 299]
directory-entry: — H., Kaufm., ☎ Vu 1832, N 1, Eppendorferweg 87, ☒ 19 bbox=[932, 1008, 1230, 1032]
directory-entry: — Wwe. A., Jungmannstr. 6, ☒ 23 bbox=[932, 721, 1112, 734]
directory-entry: — Rud., Krim.-Obersekr., Koldingstr. 3 bbox=[624, 458, 831, 471]
column-divider bbox=[1235, 173, 1236, 2113]
directory-entry: — Peter, Arbtr., v. Essenstr. 127, ☒ 22 bbox=[1240, 263, 1443, 276]
directory-entry: — O., Schmied, Lohkoppelstr. 52, ☒ 22 bbox=[1240, 1008, 1449, 1021]
directory-entry: — W., Hoteldiener, Schwenckestr. 103 bbox=[932, 240, 1137, 253]
directory-entry: — Wwe. H., Vorsetzen 6, H. 9, ☒ 9 bbox=[932, 1030, 1117, 1043]
directory-entry: ⊙ Christian Witters, IR, Mitgl. e. E. K. Handelsvertreter, BCto: Deutsche B. Fil. Hbg. u. Vereinsb., PSch 29731, Bst. v. Pl. 22, ☎ M 4380 u. Ha 3663, Liliensr. 7, Semperhaus C, ☒ 1, Wohn: ☎ Vu 83 Lindenplatz 31/33, ☒ 5 bbox=[624, 1144, 922, 1217]
directory-entry: — ☒ Finkenw. bbox=[1240, 252, 1316, 265]
stamp-plastic-covered: Plastic Covered Document bbox=[95, 1534, 128, 1890]
directory-entry: — Wittenborn, Ernst, ½F G.M.L. Wittenborn Söhne, Neumünsterstr. 36 bbox=[316, 675, 614, 700]
legend-row-2: Roland = H 7 Roland C 3 Centrum, C 7 Centrum, C 8 Centrum, O 2 Dammtor, O 8 Dammtor, O 9 Dammtor bbox=[414, 1072, 431, 1813]
directory-entry: — A., Maschinist, Asylstr. 10, ☒ 6 bbox=[624, 916, 804, 929]
directory-entry: ⊙ Bruno Wittiber Ww., IR, Gold- u. Silberwaren, ☎ No 2768, Eimsbüttelerchaussee 108, ☒ 19 bbox=[1240, 503, 1538, 542]
directory-entry: — Heinr., Zollass., Richard Dehmel-Str. 6 bbox=[932, 790, 1153, 803]
directory-entry: — Herm., Postbeamt., Postscheck 50319, Eilbeckerweg 139, ☒ 23 bbox=[932, 1042, 1230, 1066]
directory-entry: — Ernst, Kellner, Schmiedestr. 24, ☒ 1 bbox=[316, 1202, 524, 1215]
directory-entry: — Wwe. E., Brekelbaumspark 20, ☒ 35 bbox=[932, 378, 1142, 391]
listing-column-2 bbox=[624, 173, 922, 2113]
directory-entry: — Johs., Zig.-Hdlg., ☎ Al 4011, Lilienstrasse 36, ☒ 1, Wohn: Gertrudenstr. 3 bbox=[624, 1340, 922, 1364]
directory-entry: — Wwe. Anna, Schneiderin, Ausschlägerweg 43, ☒ 35 bbox=[1240, 801, 1531, 814]
directory-entry: — Dietr., Ob.-Telegr.-Sekr., Lappenbergsallee 20, ☒ 31 bbox=[1240, 1294, 1533, 1307]
directory-entry: — Fr., Lagerist, Pastorenstr. 20, ☒ 3 bbox=[316, 1282, 510, 1295]
directory-entry: — Wwe. C., Wandsbeckerchaussee 106 bbox=[1240, 824, 1450, 837]
